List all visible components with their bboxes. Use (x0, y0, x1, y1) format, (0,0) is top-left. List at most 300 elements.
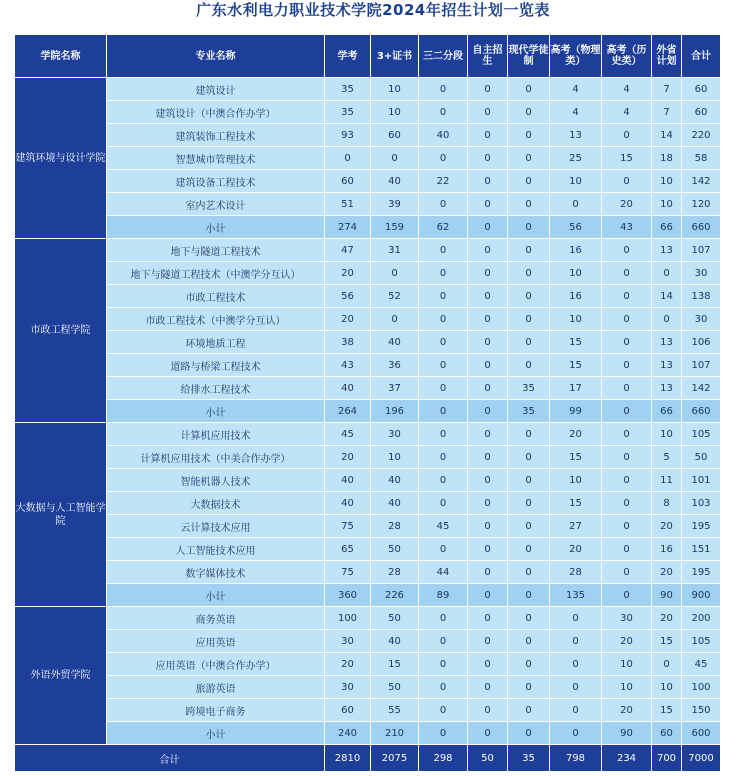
plan-count-cell: 20 (652, 607, 682, 630)
plan-count-cell: 20 (325, 653, 371, 676)
plan-count-cell: 22 (419, 170, 468, 193)
plan-count-cell: 0 (419, 492, 468, 515)
plan-count-cell: 31 (371, 239, 419, 262)
plan-count-cell: 60 (652, 722, 682, 745)
plan-count-cell: 0 (419, 147, 468, 170)
plan-count-cell: 226 (371, 584, 419, 607)
plan-count-cell: 151 (682, 538, 721, 561)
grand-total-cell: 298 (419, 745, 468, 772)
plan-count-cell: 0 (468, 676, 508, 699)
plan-count-cell: 43 (602, 216, 652, 239)
header-major: 专业名称 (107, 35, 325, 78)
plan-count-cell: 0 (508, 331, 550, 354)
plan-count-cell: 120 (682, 193, 721, 216)
plan-count-cell: 0 (371, 147, 419, 170)
plan-count-cell: 65 (325, 538, 371, 561)
plan-count-cell: 107 (682, 239, 721, 262)
plan-count-cell: 135 (550, 584, 602, 607)
plan-count-cell: 0 (508, 354, 550, 377)
plan-count-cell: 0 (419, 722, 468, 745)
plan-count-cell: 0 (468, 722, 508, 745)
plan-count-cell: 0 (468, 193, 508, 216)
plan-count-cell: 900 (682, 584, 721, 607)
plan-count-cell: 0 (602, 285, 652, 308)
plan-count-cell: 45 (682, 653, 721, 676)
grand-total-cell: 7000 (682, 745, 721, 772)
plan-count-cell: 16 (550, 239, 602, 262)
table-row (15, 262, 721, 285)
plan-count-cell: 107 (682, 354, 721, 377)
plan-count-cell: 60 (325, 699, 371, 722)
plan-count-cell: 0 (468, 124, 508, 147)
plan-count-cell: 200 (682, 607, 721, 630)
major-name-cell: 市政工程技术（中澳学分互认） (107, 308, 325, 331)
plan-count-cell: 0 (468, 400, 508, 423)
plan-count-cell: 20 (602, 630, 652, 653)
plan-count-cell: 13 (652, 239, 682, 262)
plan-count-cell: 0 (419, 630, 468, 653)
major-name-cell: 人工智能技术应用 (107, 538, 325, 561)
plan-count-cell: 0 (602, 446, 652, 469)
table-row (15, 469, 721, 492)
plan-count-cell: 10 (550, 469, 602, 492)
major-name-cell: 地下与隧道工程技术（中澳学分互认） (107, 262, 325, 285)
plan-count-cell: 43 (325, 354, 371, 377)
plan-count-cell: 40 (325, 377, 371, 400)
plan-count-cell: 0 (419, 101, 468, 124)
plan-count-cell: 0 (468, 308, 508, 331)
plan-count-cell: 28 (371, 561, 419, 584)
subtotal-row (15, 400, 721, 423)
plan-count-cell: 56 (550, 216, 602, 239)
plan-count-cell: 0 (468, 653, 508, 676)
plan-count-cell: 0 (602, 423, 652, 446)
plan-count-cell: 0 (468, 262, 508, 285)
plan-count-cell: 56 (325, 285, 371, 308)
plan-count-cell: 55 (371, 699, 419, 722)
table-row (15, 492, 721, 515)
plan-count-cell: 0 (419, 193, 468, 216)
plan-count-cell: 10 (602, 676, 652, 699)
plan-count-cell: 0 (602, 239, 652, 262)
plan-count-cell: 40 (371, 630, 419, 653)
plan-count-cell: 240 (325, 722, 371, 745)
plan-count-cell: 0 (550, 676, 602, 699)
plan-count-cell: 660 (682, 400, 721, 423)
major-name-cell: 跨境电子商务 (107, 699, 325, 722)
plan-count-cell: 11 (652, 469, 682, 492)
plan-count-cell: 35 (508, 400, 550, 423)
plan-count-cell: 20 (325, 262, 371, 285)
college-name-cell: 外语外贸学院 (15, 607, 107, 745)
plan-count-cell: 0 (371, 308, 419, 331)
plan-count-cell: 159 (371, 216, 419, 239)
plan-count-cell: 0 (468, 147, 508, 170)
plan-count-cell: 10 (652, 193, 682, 216)
table-row (15, 446, 721, 469)
plan-count-cell: 0 (419, 331, 468, 354)
plan-count-cell: 0 (419, 239, 468, 262)
plan-count-cell: 10 (602, 653, 652, 676)
plan-count-cell: 10 (652, 170, 682, 193)
plan-count-cell: 0 (602, 492, 652, 515)
plan-count-cell: 138 (682, 285, 721, 308)
plan-count-cell: 142 (682, 377, 721, 400)
plan-count-cell: 0 (652, 308, 682, 331)
table-row (15, 285, 721, 308)
plan-count-cell: 660 (682, 216, 721, 239)
plan-count-cell: 0 (419, 607, 468, 630)
plan-count-cell: 0 (550, 653, 602, 676)
plan-count-cell: 0 (508, 262, 550, 285)
plan-count-cell: 35 (325, 101, 371, 124)
plan-count-cell: 0 (508, 492, 550, 515)
table-row (15, 170, 721, 193)
plan-count-cell: 15 (652, 699, 682, 722)
plan-count-cell: 4 (550, 101, 602, 124)
enrollment-plan-table (14, 34, 721, 772)
plan-count-cell: 40 (325, 492, 371, 515)
plan-count-cell: 13 (652, 377, 682, 400)
subtotal-row (15, 216, 721, 239)
plan-count-cell: 47 (325, 239, 371, 262)
plan-count-cell: 0 (602, 561, 652, 584)
plan-count-cell: 89 (419, 584, 468, 607)
major-name-cell: 智慧城市管理技术 (107, 147, 325, 170)
plan-count-cell: 196 (371, 400, 419, 423)
plan-count-cell: 10 (371, 446, 419, 469)
page-title: 广东水利电力职业技术学院2024年招生计划一览表 (196, 1, 550, 19)
plan-count-cell: 51 (325, 193, 371, 216)
major-name-cell: 市政工程技术 (107, 285, 325, 308)
plan-count-cell: 0 (508, 469, 550, 492)
subtotal-row (15, 584, 721, 607)
plan-count-cell: 16 (652, 538, 682, 561)
plan-count-cell: 10 (652, 423, 682, 446)
college-name-cell: 建筑环境与设计学院 (15, 78, 107, 239)
plan-count-cell: 0 (508, 170, 550, 193)
plan-count-cell: 20 (550, 423, 602, 446)
plan-count-cell: 0 (508, 446, 550, 469)
plan-count-cell: 50 (371, 607, 419, 630)
plan-count-cell: 0 (508, 607, 550, 630)
plan-count-cell: 0 (652, 653, 682, 676)
plan-count-cell: 0 (602, 469, 652, 492)
plan-count-cell: 0 (602, 308, 652, 331)
plan-count-cell: 39 (371, 193, 419, 216)
plan-count-cell: 30 (682, 262, 721, 285)
plan-count-cell: 0 (508, 699, 550, 722)
major-name-cell: 云计算技术应用 (107, 515, 325, 538)
plan-count-cell: 0 (508, 78, 550, 101)
plan-count-cell: 0 (468, 515, 508, 538)
grand-total-label: 合计 (15, 745, 325, 772)
plan-count-cell: 0 (508, 676, 550, 699)
major-name-cell: 地下与隧道工程技术 (107, 239, 325, 262)
plan-count-cell: 0 (508, 216, 550, 239)
plan-count-cell: 17 (550, 377, 602, 400)
header-zizhu: 自主招生 (468, 35, 508, 78)
college-name-cell: 市政工程学院 (15, 239, 107, 423)
table-header (15, 35, 721, 78)
major-name-cell: 建筑设计 (107, 78, 325, 101)
plan-count-cell: 264 (325, 400, 371, 423)
plan-count-cell: 10 (550, 308, 602, 331)
grand-total-cell: 234 (602, 745, 652, 772)
major-name-cell: 智能机器人技术 (107, 469, 325, 492)
plan-count-cell: 101 (682, 469, 721, 492)
plan-count-cell: 0 (468, 607, 508, 630)
grand-total-row (15, 745, 721, 772)
plan-count-cell: 40 (371, 331, 419, 354)
major-name-cell: 建筑装饰工程技术 (107, 124, 325, 147)
plan-count-cell: 35 (325, 78, 371, 101)
plan-count-cell: 58 (682, 147, 721, 170)
plan-count-cell: 0 (419, 78, 468, 101)
header-waisheng: 外省计划 (652, 35, 682, 78)
table-row (15, 699, 721, 722)
plan-count-cell: 20 (602, 193, 652, 216)
plan-count-cell: 0 (602, 331, 652, 354)
table-row (15, 561, 721, 584)
plan-count-cell: 10 (550, 262, 602, 285)
plan-count-cell: 0 (468, 170, 508, 193)
grand-total-cell: 2810 (325, 745, 371, 772)
plan-count-cell: 0 (602, 584, 652, 607)
plan-count-cell: 30 (325, 630, 371, 653)
plan-count-cell: 36 (371, 354, 419, 377)
major-name-cell: 室内艺术设计 (107, 193, 325, 216)
plan-count-cell: 195 (682, 515, 721, 538)
plan-count-cell: 0 (550, 722, 602, 745)
plan-count-cell: 0 (550, 193, 602, 216)
plan-count-cell: 90 (652, 584, 682, 607)
plan-count-cell: 8 (652, 492, 682, 515)
plan-count-cell: 0 (602, 354, 652, 377)
table-row (15, 423, 721, 446)
major-name-cell: 道路与桥梁工程技术 (107, 354, 325, 377)
plan-count-cell: 0 (508, 584, 550, 607)
plan-count-cell: 0 (468, 285, 508, 308)
table-row (15, 239, 721, 262)
plan-count-cell: 0 (468, 78, 508, 101)
header-college: 学院名称 (15, 35, 107, 78)
header-wuli: 高考（物理类） (550, 35, 602, 78)
plan-count-cell: 20 (325, 446, 371, 469)
plan-count-cell: 40 (371, 492, 419, 515)
table-row (15, 653, 721, 676)
plan-count-cell: 15 (602, 147, 652, 170)
plan-count-cell: 10 (371, 78, 419, 101)
plan-count-cell: 195 (682, 561, 721, 584)
table-footer (15, 745, 721, 772)
plan-count-cell: 0 (468, 630, 508, 653)
plan-count-cell: 30 (682, 308, 721, 331)
plan-count-cell: 360 (325, 584, 371, 607)
plan-count-cell: 38 (325, 331, 371, 354)
plan-count-cell: 15 (652, 630, 682, 653)
plan-count-cell: 66 (652, 400, 682, 423)
plan-count-cell: 0 (419, 308, 468, 331)
plan-count-cell: 0 (419, 354, 468, 377)
plan-count-cell: 0 (325, 147, 371, 170)
plan-count-cell: 0 (371, 262, 419, 285)
table-row (15, 377, 721, 400)
plan-count-cell: 10 (652, 676, 682, 699)
plan-count-cell: 0 (468, 446, 508, 469)
plan-count-cell: 0 (468, 354, 508, 377)
subtotal-label: 小计 (107, 216, 325, 239)
plan-count-cell: 600 (682, 722, 721, 745)
major-name-cell: 建筑设计（中澳合作办学） (107, 101, 325, 124)
plan-count-cell: 0 (508, 285, 550, 308)
plan-count-cell: 45 (325, 423, 371, 446)
table-body (15, 78, 721, 745)
plan-count-cell: 274 (325, 216, 371, 239)
plan-count-cell: 16 (550, 285, 602, 308)
plan-count-cell: 7 (652, 78, 682, 101)
subtotal-label: 小计 (107, 400, 325, 423)
major-name-cell: 数字媒体技术 (107, 561, 325, 584)
plan-count-cell: 90 (602, 722, 652, 745)
plan-count-cell: 0 (508, 515, 550, 538)
plan-count-cell: 0 (468, 101, 508, 124)
plan-count-cell: 0 (508, 124, 550, 147)
college-name-cell: 大数据与人工智能学院 (15, 423, 107, 607)
subtotal-label: 小计 (107, 722, 325, 745)
plan-count-cell: 0 (508, 653, 550, 676)
plan-count-cell: 13 (652, 354, 682, 377)
plan-count-cell: 44 (419, 561, 468, 584)
plan-count-cell: 0 (468, 423, 508, 446)
plan-count-cell: 93 (325, 124, 371, 147)
table-row (15, 147, 721, 170)
plan-count-cell: 40 (371, 469, 419, 492)
plan-count-cell: 15 (371, 653, 419, 676)
plan-count-cell: 210 (371, 722, 419, 745)
plan-count-cell: 0 (550, 607, 602, 630)
plan-count-cell: 0 (468, 239, 508, 262)
major-name-cell: 大数据技术 (107, 492, 325, 515)
table-row (15, 124, 721, 147)
plan-count-cell: 0 (468, 699, 508, 722)
major-name-cell: 环境地质工程 (107, 331, 325, 354)
plan-count-cell: 0 (419, 446, 468, 469)
plan-count-cell: 0 (602, 538, 652, 561)
plan-count-cell: 15 (550, 354, 602, 377)
header-erfen: 三二分段 (419, 35, 468, 78)
plan-count-cell: 13 (550, 124, 602, 147)
plan-count-cell: 27 (550, 515, 602, 538)
plan-count-cell: 28 (550, 561, 602, 584)
plan-count-cell: 0 (508, 538, 550, 561)
plan-count-cell: 0 (468, 538, 508, 561)
plan-count-cell: 0 (602, 400, 652, 423)
plan-count-cell: 40 (325, 469, 371, 492)
plan-count-cell: 0 (652, 262, 682, 285)
plan-count-cell: 18 (652, 147, 682, 170)
plan-count-cell: 99 (550, 400, 602, 423)
plan-count-cell: 150 (682, 699, 721, 722)
table-row (15, 331, 721, 354)
plan-count-cell: 0 (508, 239, 550, 262)
plan-count-cell: 15 (550, 331, 602, 354)
plan-count-cell: 75 (325, 515, 371, 538)
plan-count-cell: 10 (550, 170, 602, 193)
plan-count-cell: 105 (682, 630, 721, 653)
plan-count-cell: 37 (371, 377, 419, 400)
plan-count-cell: 7 (652, 101, 682, 124)
plan-count-cell: 0 (508, 423, 550, 446)
table-row (15, 515, 721, 538)
plan-count-cell: 60 (682, 101, 721, 124)
plan-count-cell: 35 (508, 377, 550, 400)
plan-count-cell: 100 (325, 607, 371, 630)
grand-total-cell: 35 (508, 745, 550, 772)
plan-count-cell: 105 (682, 423, 721, 446)
plan-count-cell: 4 (602, 101, 652, 124)
plan-count-cell: 20 (652, 561, 682, 584)
plan-count-cell: 20 (550, 538, 602, 561)
table-row (15, 676, 721, 699)
plan-count-cell: 4 (602, 78, 652, 101)
plan-count-cell: 0 (508, 101, 550, 124)
plan-count-cell: 30 (602, 607, 652, 630)
plan-count-cell: 100 (682, 676, 721, 699)
plan-count-cell: 0 (419, 377, 468, 400)
header-xiandai: 现代学徒制 (508, 35, 550, 78)
table-row (15, 193, 721, 216)
plan-count-cell: 15 (550, 446, 602, 469)
major-name-cell: 商务英语 (107, 607, 325, 630)
plan-count-cell: 45 (419, 515, 468, 538)
table-row (15, 607, 721, 630)
table-row (15, 78, 721, 101)
plan-count-cell: 0 (508, 308, 550, 331)
plan-count-cell: 0 (508, 147, 550, 170)
plan-count-cell: 0 (602, 515, 652, 538)
plan-count-cell: 50 (682, 446, 721, 469)
plan-count-cell: 106 (682, 331, 721, 354)
plan-count-cell: 50 (371, 538, 419, 561)
plan-count-cell: 103 (682, 492, 721, 515)
plan-count-cell: 25 (550, 147, 602, 170)
plan-count-cell: 0 (468, 216, 508, 239)
plan-count-cell: 220 (682, 124, 721, 147)
plan-count-cell: 0 (508, 630, 550, 653)
major-name-cell: 应用英语 (107, 630, 325, 653)
table-row (15, 101, 721, 124)
plan-count-cell: 40 (419, 124, 468, 147)
major-name-cell: 应用英语（中澳合作办学） (107, 653, 325, 676)
plan-count-cell: 0 (419, 400, 468, 423)
plan-count-cell: 13 (652, 331, 682, 354)
plan-count-cell: 30 (325, 676, 371, 699)
header-xuekao: 学考 (325, 35, 371, 78)
header-cert: 3+证书 (371, 35, 419, 78)
plan-count-cell: 0 (419, 676, 468, 699)
plan-count-cell: 75 (325, 561, 371, 584)
major-name-cell: 建筑设备工程技术 (107, 170, 325, 193)
plan-count-cell: 0 (468, 469, 508, 492)
plan-count-cell: 0 (468, 561, 508, 584)
plan-count-cell: 0 (508, 193, 550, 216)
table-row (15, 308, 721, 331)
plan-count-cell: 0 (602, 377, 652, 400)
major-name-cell: 给排水工程技术 (107, 377, 325, 400)
plan-count-cell: 60 (682, 78, 721, 101)
grand-total-cell: 50 (468, 745, 508, 772)
